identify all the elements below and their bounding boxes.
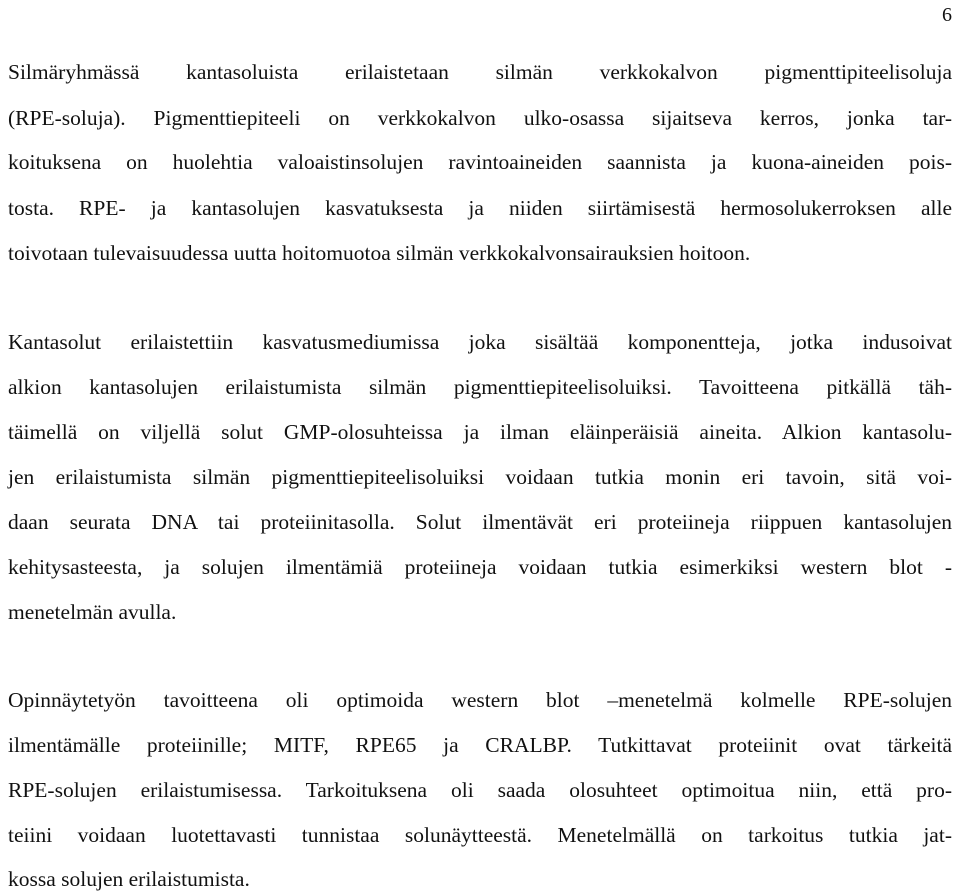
text-line: teiini voidaan luotettavasti tunnistaa solunäytteestä. Menetelmällä on tarkoitus tutkia jat- — [8, 823, 952, 847]
text-line: Silmäryhmässä kantasoluista erilaistetaan silmän verkkokalvon pigmenttipiteelisoluja — [8, 60, 952, 84]
text-line: täimellä on viljellä solut GMP-olosuhteissa ja ilman eläinperäisiä aineita. Alkion kantasolu- — [8, 420, 952, 444]
text-line: kossa solujen erilaistumista. — [8, 867, 250, 891]
text-line: RPE-solujen erilaistumisessa. Tarkoituksena oli saada olosuhteet optimoitua niin, että pro- — [8, 778, 952, 802]
text-line: daan seurata DNA tai proteiinitasolla. Solut ilmentävät eri proteiineja riippuen kantasolujen — [8, 510, 952, 534]
text-line: menetelmän avulla. — [8, 600, 177, 624]
text-line: ilmentämälle proteiinille; MITF, RPE65 ja CRALBP. Tutkittavat proteiinit ovat tärkeitä — [8, 733, 952, 757]
text-line: koituksena on huolehtia valoaistinsolujen ravintoaineiden saannista ja kuona-aineiden pois- — [8, 150, 952, 174]
text-line: (RPE-soluja). Pigmenttiepiteeli on verkkokalvon ulko-osassa sijaitseva kerros, jonka tar- — [8, 106, 952, 130]
text-line: Kantasolut erilaistettiin kasvatusmediumissa joka sisältää komponentteja, jotka indusoivat — [8, 330, 952, 354]
text-line: tosta. RPE- ja kantasolujen kasvatuksesta ja niiden siirtämisestä hermosolukerroksen alle — [8, 196, 952, 220]
text-line: Opinnäytetyön tavoitteena oli optimoida western blot –menetelmä kolmelle RPE-solujen — [8, 688, 952, 712]
text-line: jen erilaistumista silmän pigmenttiepiteelisoluiksi voidaan tutkia monin eri tavoin, sitä voi- — [8, 465, 952, 489]
page-number: 6 — [942, 4, 952, 26]
text-line: alkion kantasolujen erilaistumista silmän pigmenttiepiteelisoluiksi. Tavoitteena pitkällä täh- — [8, 375, 952, 399]
text-line: kehitysasteesta, ja solujen ilmentämiä proteiineja voidaan tutkia esimerkiksi western blot - — [8, 555, 952, 579]
text-line: toivotaan tulevaisuudessa uutta hoitomuotoa silmän verkkokalvonsairauksien hoitoon. — [8, 241, 751, 265]
